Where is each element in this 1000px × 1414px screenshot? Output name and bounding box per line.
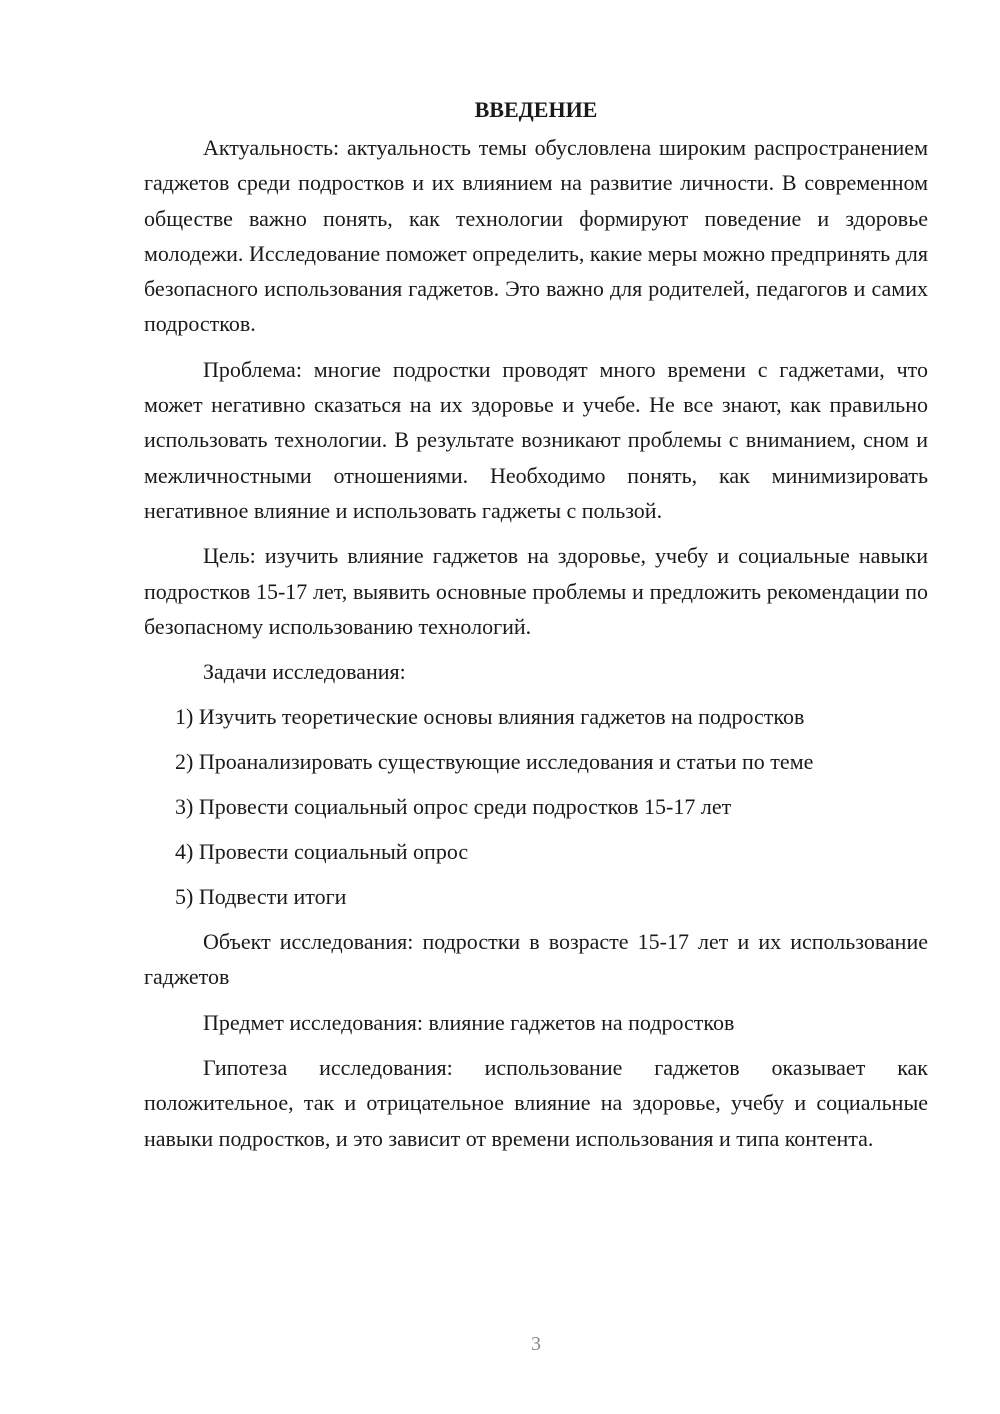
task-item: 1) Изучить теоретические основы влияния гаджетов на подростков xyxy=(175,704,805,730)
task-item: 4) Провести социальный опрос xyxy=(175,839,469,865)
task-item: 2) Проанализировать существующие исследования и статьи по теме xyxy=(175,749,814,775)
task-list xyxy=(144,699,928,914)
object-paragraph: Объект исследования: подростки в возрасте 15-17 лет и их использование гаджетов xyxy=(144,929,928,990)
goal-paragraph: Цель: изучить влияние гаджетов на здоровье, учебу и социальные навыки подростков 15-17 лет, выявить основные проблемы и предложить рекомендации по безопасному использованию технологий. xyxy=(144,543,928,639)
tasks-heading: Задачи исследования: xyxy=(203,659,406,685)
page-content xyxy=(144,93,928,1166)
problem-paragraph: Проблема: многие подростки проводят много времени с гаджетами, что может негативно сказаться на их здоровье и учебе. Не все знают, как правильно использовать технологии. В результате возникают проблемы с вниманием, сном и межличностными отношениями. Необходимо понять, как минимизировать негативное влияние и использовать гаджеты с пользой. xyxy=(144,356,928,523)
page-number: 3 xyxy=(531,1333,541,1355)
page-title: ВВЕДЕНИЕ xyxy=(474,97,598,122)
subject-paragraph: Предмет исследования: влияние гаджетов на подростков xyxy=(203,1009,735,1035)
task-item: 3) Провести социальный опрос среди подростков 15-17 лет xyxy=(175,794,732,820)
hypothesis-paragraph: Гипотеза исследования: использование гаджетов оказывает как положительное, так и отрицательное влияние на здоровье, учебу и социальные навыки подростков, и это зависит от времени использования и типа контента. xyxy=(144,1055,928,1151)
task-item: 5) Подвести итоги xyxy=(175,884,347,910)
relevance-paragraph: Актуальность: актуальность темы обусловлена широким распространением гаджетов среди подростков и их влиянием на развитие личности. В современном обществе важно понять, как технологии формируют поведение и здоровье молодежи. Исследование поможет определить, какие меры можно предпринять для безопасного использования гаджетов. Это важно для родителей, педагогов и самих подростков. xyxy=(144,135,928,337)
